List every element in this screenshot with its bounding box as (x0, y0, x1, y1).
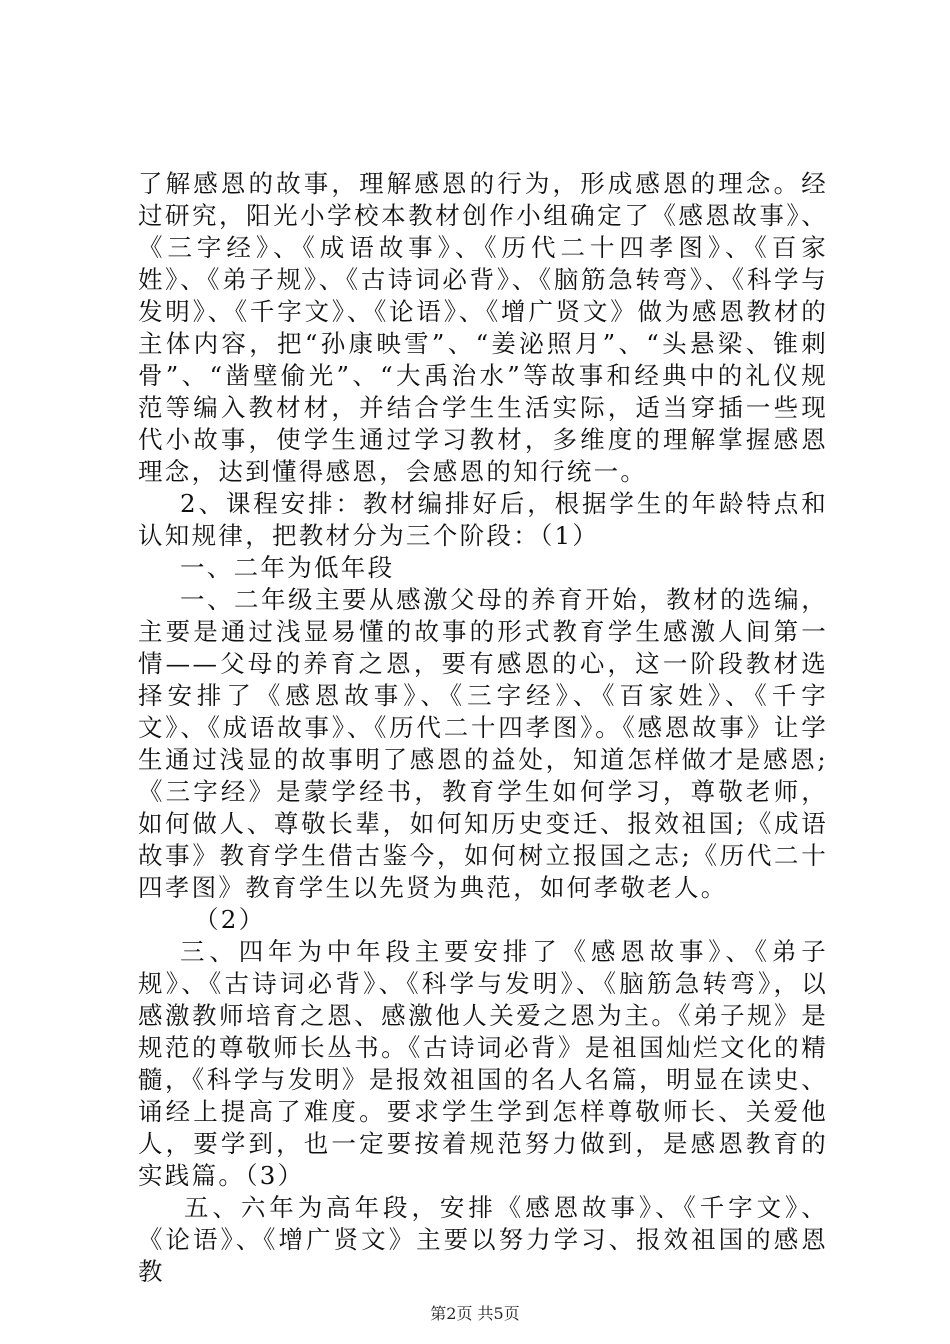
paragraph-2: 2、课程安排：教材编排好后，根据学生的年龄特点和认知规律，把教材分为三个阶段：（1） (138, 489, 828, 550)
paragraph-5: （2） (194, 905, 266, 934)
paragraph-3: 一、二年为低年段 (180, 553, 395, 582)
paragraph-6: 三、四年为中年段主要安排了《感恩故事》、《弟子规》、《古诗词必背》、《科学与发明》、《脑筋急转弯》，以感激教师培育之恩、感激他人关爱之恩为主。《弟子规》是规范的尊敬师长丛书。《古诗词必背》是祖国灿烂文化的精髓，《科学与发明》是报效祖国的名人名篇，明显在读史、诵经上提高了难度。要求学生学到怎样尊敬师长、关爱他人，要学到，也一定要按着规范努力做到，是感恩教育的实践篇。（3） (138, 937, 828, 1190)
paragraph-1: 了解感恩的故事，理解感恩的行为，形成感恩的理念。经过研究，阳光小学校本教材创作小组确定了《感恩故事》、《三字经》、《成语故事》、《历代二十四孝图》、《百家姓》、《弟子规》、《古诗词必背》、《脑筋急转弯》、《科学与发明》、《千字文》、《论语》、《增广贤文》做为感恩教材的主体内容，把“孙康映雪”、“姜泌照月”、“头悬梁、锥刺骨”、“凿壁偷光”、“大禹治水”等故事和经典中的礼仪规范等编入教材材，并结合学生生活实际，适当穿插一些现代小故事，使学生通过学习教材，多维度的理解掌握感恩理念，达到懂得感恩，会感恩的知行统一。 (138, 169, 829, 486)
paragraph-4: 一、二年级主要从感激父母的养育开始，教材的选编，主要是通过浅显易懂的故事的形式教育学生感激人间第一情——父母的养育之恩，要有感恩的心，这一阶段教材选择安排了《感恩故事》、《三字经》、《百家姓》、《千字文》、《成语故事》、《历代二十四孝图》。《感恩故事》让学生通过浅显的故事明了感恩的益处，知道怎样做才是感恩;《三字经》是蒙学经书，教育学生如何学习，尊敬老师，如何做人、尊敬长辈，如何知历史变迁、报效祖国;《成语故事》教育学生借古鉴今，如何树立报国之志;《历代二十四孝图》教育学生以先贤为典范，如何孝敬老人。 (138, 585, 828, 902)
page-footer: 第2页 共5页 (430, 1304, 520, 1323)
paragraph-7: 五、六年为高年段，安排《感恩故事》、《千字文》、《论语》、《增广贤文》主要以努力学习、报效祖国的感恩教 (138, 1193, 829, 1286)
document-body (138, 168, 828, 1288)
